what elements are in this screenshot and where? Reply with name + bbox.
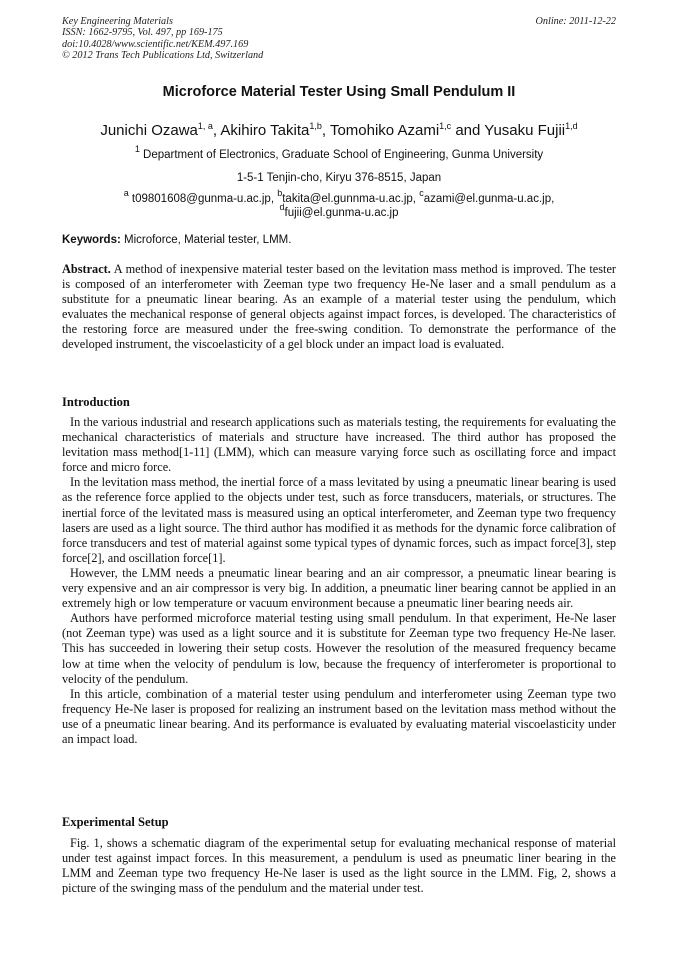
email-link[interactable]: t09801608@gunma-u.ac.jp, — [131, 193, 275, 205]
affiliation-mark: 1 — [134, 144, 140, 154]
paragraph: Authors have performed microforce material testing using small pendulum. In that experiment, He-Ne laser (not Zeeman type) was used as a light source and it is substitute for Zeeman type two frequency He-Ne laser. This has succeeded in lowering their setup costs. However the resolution of the measured frequency became low at time when the velocity of pendulum is low, because the frequency of interferometer is proportional to velocity of the pendulum. — [62, 611, 616, 686]
author-affiliation-mark: 1,b — [309, 121, 322, 131]
department-text: Department of Electronics, Graduate School of Engineering, Gunma University — [143, 149, 544, 161]
author-separator: , — [321, 122, 330, 139]
paragraph: In the various industrial and research applications such as materials testing, the requirements for evaluating the mechanical characteristics of materials and structure have increased. The third author has proposed the levitation mass method[1-11] (LMM), which can measure varying force such as oscillating force and impact force and micro force. — [62, 415, 616, 475]
author-list — [62, 122, 616, 139]
abstract-label: Abstract. — [62, 262, 111, 276]
experimental-setup-heading: Experimental Setup — [62, 815, 169, 829]
experimental-setup-body — [62, 836, 616, 896]
email-mark: a — [123, 188, 129, 198]
journal-name: Key Engineering Materials — [62, 16, 173, 27]
email-mark: d — [279, 202, 285, 212]
author-affiliation-mark: 1, a — [197, 121, 213, 131]
author-affiliation-mark: 1,c — [439, 121, 452, 131]
paragraph: In this article, combination of a material tester using pendulum and interferometer using Zeeman type two frequency He-Ne laser is proposed for realizing an instrument based on the levitation mass method without the use of a pneumatic linear bearing. And its performance is evaluated by evaluating material viscoelasticity under an impact load. — [62, 686, 616, 746]
email-link[interactable]: takita@el.gunnma-u.ac.jp, — [282, 193, 417, 205]
author-separator: and — [451, 122, 485, 139]
author-name: Yusaku Fujii — [484, 122, 566, 139]
paper-title: Microforce Material Tester Using Small Pendulum II — [162, 84, 516, 100]
author-affiliation-mark: 1,d — [565, 121, 578, 131]
abstract — [62, 262, 616, 353]
journal-header — [62, 16, 616, 62]
copyright-line: © 2012 Trans Tech Publications Ltd, Switzerland — [62, 50, 264, 62]
keywords-label: Keywords: — [62, 234, 121, 246]
introduction-heading: Introduction — [62, 395, 130, 409]
author-emails — [62, 188, 616, 220]
email-mark: b — [277, 188, 283, 198]
affiliation-address: 1-5-1 Tenjin-cho, Kiryu 376-8515, Japan — [236, 172, 442, 184]
email-link[interactable]: fujii@el.gunma-u.ac.jp — [284, 207, 399, 219]
paragraph: Fig. 1, shows a schematic diagram of the experimental setup for evaluating mechanical response of material under test against impact forces. In this measurement, a pendulum is used as pneumatic liner bearing in the LMM and Zeeman type two frequency He-Ne laser is used as the light source in the LMM. Fig, 2, shows a picture of the swinging mass of the pendulum and the material under test. — [62, 836, 616, 896]
issn-line: ISSN: 1662-9795, Vol. 497, pp 169-175 — [62, 27, 223, 39]
introduction-body — [62, 415, 616, 747]
author-name: Tomohiko Azami — [329, 122, 440, 139]
email-link[interactable]: azami@el.gunma-u.ac.jp, — [423, 193, 555, 205]
author-separator: , — [212, 122, 221, 139]
author-name: Junichi Ozawa — [100, 122, 198, 139]
keywords-text: Microforce, Material tester, LMM. — [124, 234, 292, 246]
keywords — [62, 234, 616, 246]
email-mark: c — [419, 188, 424, 198]
affiliation-department — [62, 144, 616, 162]
abstract-text: A method of inexpensive material tester based on the levitation mass method is improved. The tester is composed of an interferometer with Zeeman type two frequency He-Ne laser and a small pendulum as a substitute for a pneumatic linear bearing. As an example of a material tester using the pendulum, which evaluates the mechanical response of general objects against impact forces, is developed. The characteristics of the restoring force are measured under the free-swing condition. To demonstrate the performance of the developed instrument, the viscoelasticity of a gel block under an impact load is evaluated. — [62, 262, 616, 352]
paragraph: In the levitation mass method, the inertial force of a mass levitated by using a pneumatic linear bearing is used as the reference force applied to the objects under test, such as force transducers, materials, or structures. The inertial force of the levitated mass is measured using an optical interferometer, and Zeeman type two frequency lasers are used as a light source. The third author has modified it as methods for the dynamic force calibration of force transducers and test of material against some typical types of dynamic forces, such as impact force[3], step force[2], and oscillation force[1]. — [62, 475, 616, 565]
author-name: Akihiro Takita — [220, 122, 310, 139]
doi-line: doi:10.4028/www.scientific.net/KEM.497.169 — [62, 38, 249, 50]
paragraph: However, the LMM needs a pneumatic linear bearing and an air compressor, a pneumatic linear bearing is very expensive and an air compressor is very big. In addition, a pneumatic liner bearing cannot be applied in an extremely high or low temperature or vacuum environment because a pneumatic liner bearing needs air. — [62, 565, 616, 611]
online-date: Online: 2011-12-22 — [535, 16, 616, 27]
